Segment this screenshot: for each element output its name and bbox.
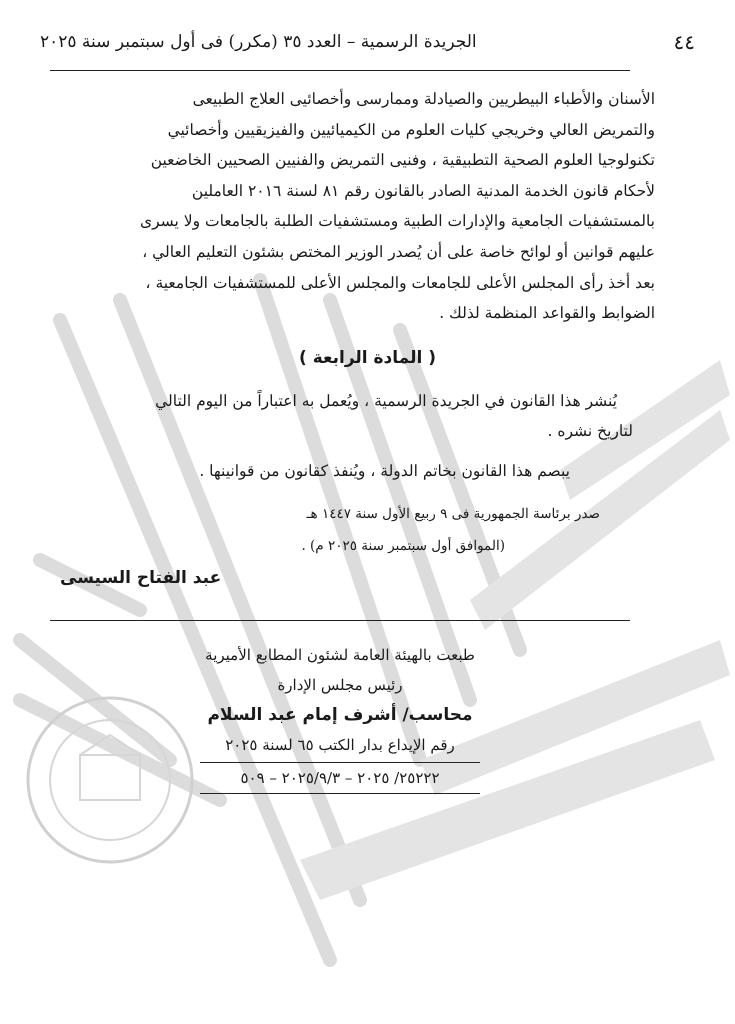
header-divider — [50, 70, 630, 71]
article-line: يُنشر هذا القانون في الجريدة الرسمية ، ويُعمل به اعتباراً من اليوم التالي — [155, 392, 617, 410]
article-heading: ( المادة الرابعة ) — [299, 348, 436, 368]
body-line: بعد أخذ رأى المجلس الأعلى للجامعات والمجلس الأعلى للمستشفيات الجامعية ، — [145, 273, 655, 292]
article-paragraph — [58, 386, 633, 446]
page-number: ٤٤ — [673, 30, 695, 54]
deposit-number: رقم الإيداع بدار الكتب ٦٥ لسنة ٢٠٢٥ — [200, 730, 480, 763]
president-signature: عبد الفتاح السيسى — [60, 568, 222, 588]
footer-divider — [50, 620, 630, 621]
chair-title: رئيس مجلس الإدارة — [277, 676, 403, 694]
issuance-block — [150, 498, 600, 562]
printer-line: طبعت بالهيئة العامة لشئون المطابع الأميرية — [205, 646, 475, 664]
body-line: بالمستشفيات الجامعية والإدارات الطبية ومستشفيات الطلبة بالجامعات ولا يسرى — [139, 212, 655, 231]
body-line: والتمريض العالي وخريجي كليات العلوم من الكيميائيين والفيزيقيين وأخصائيي — [167, 120, 655, 139]
serial-number: ٢٥٢٢٢/ ٢٠٢٥ – ٢٠٢٥/٩/٣ – ٥٠٩ — [200, 763, 480, 794]
body-paragraph — [50, 84, 655, 329]
body-line: عليهم قوانين أو لوائح خاصة على أن يُصدر الوزير المختص بشئون التعليم العالي ، — [142, 242, 655, 261]
issued-date-hijri: صدر برئاسة الجمهورية فى ٩ ربيع الأول سنة ١٤٤٧ هـ — [306, 506, 600, 522]
page-header — [40, 28, 695, 58]
running-title: الجريدة الرسمية – العدد ٣٥ (مكرر) فى أول سبتمبر سنة ٢٠٢٥ — [40, 32, 477, 52]
body-line: الضوابط والقواعد المنظمة لذلك . — [439, 304, 655, 323]
body-line: تكنولوجيا العلوم الصحية التطبيقية ، وفنيى التمريض والفنيين الصحيين الخاضعين — [150, 151, 655, 170]
imprint-footer — [200, 640, 480, 794]
chair-name: محاسب/ أشرف إمام عبد السلام — [207, 705, 473, 725]
issued-date-gregorian: (الموافق أول سبتمبر سنة ٢٠٢٥ م) . — [301, 538, 505, 554]
body-line: الأسنان والأطباء البيطريين والصيادلة وممارسى وأخصائيى العلاج الطبيعى — [192, 90, 655, 108]
seal-statement: يبصم هذا القانون بخاتم الدولة ، ويُنفذ كقانون من قوانينها . — [199, 462, 570, 480]
body-line: لأحكام قانون الخدمة المدنية الصادر بالقانون رقم ٨١ لسنة ٢٠١٦ العاملين — [191, 181, 655, 200]
article-line: لتاريخ نشره . — [547, 422, 633, 440]
